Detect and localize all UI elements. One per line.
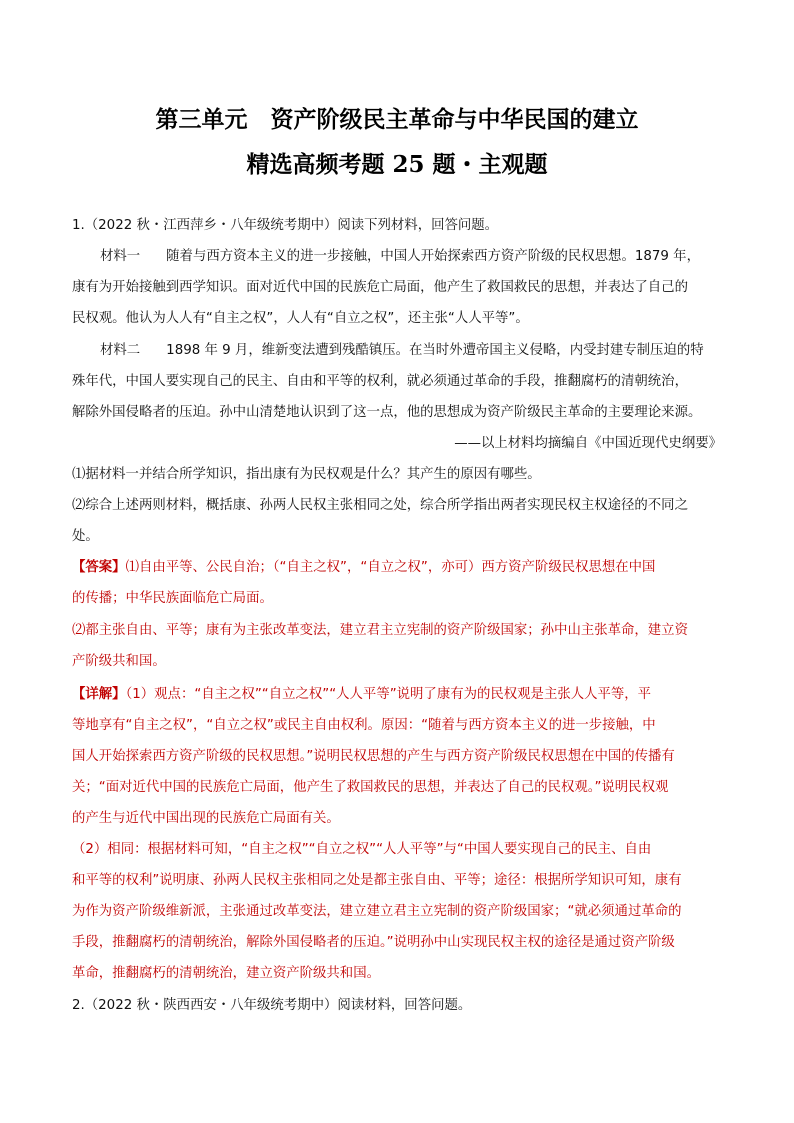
- detail-line-6: （2）相同：根据材料可知，“自主之权”“自立之权”“人人平等”与“中国人要实现自己的民主、自由: [72, 842, 652, 857]
- material-1-text: 随着与西方资本主义的进一步接触，中国人开始探索西方资产阶级的民权思想。1879 年，: [166, 249, 700, 264]
- question-2-header: 2.（2022 秋・陕西西安・八年级统考期中）阅读材料，回答问题。: [72, 998, 472, 1013]
- source-citation: ——以上材料均摘编自《中国近现代史纲要》: [454, 436, 722, 451]
- sub-question-1: ⑴据材料一并结合所学知识，指出康有为民权观是什么？其产生的原因有哪些。: [72, 467, 541, 482]
- detail-line-3: 国人开始探索西方资产阶级的民权思想。”说明民权思想的产生与西方资产阶级民权思想在中国的传播有: [72, 749, 675, 764]
- answer-line-1: [72, 558, 722, 578]
- unit-title: 第三单元 资产阶级民主革命与中华民国的建立: [155, 106, 639, 133]
- material-1-label: 材料一: [100, 249, 141, 264]
- sub-question-2-line-1: ⑵综合上述两则材料，概括康、孙两人民权主张相同之处，综合所学指出两者实现民权主权途径的不同之: [72, 498, 688, 513]
- detail-line-7: 和平等的权利”说明康、孙两人民权主张相同之处是都主张自由、平等；途径：根据所学知识可知，康有: [72, 873, 682, 888]
- material-1-line-2: 康有为开始接触到西学知识。面对近代中国的民族危亡局面，他产生了救国救民的思想，并表达了自己的: [72, 280, 688, 295]
- question-1-header: 1.（2022 秋・江西萍乡・八年级统考期中）阅读下列材料，回答问题。: [72, 218, 499, 233]
- detail-line-10: 革命，推翻腐朽的清朝统治，建立资产阶级共和国。: [72, 966, 380, 981]
- section-subtitle: 精选高频考题 25 题・主观题: [246, 151, 548, 178]
- detail-text: （1）观点：“自主之权”“自立之权”“人人平等”说明了康有为的民权观是主张人人平等，平: [125, 687, 652, 702]
- detail-line-8: 为作为资产阶级维新派，主张通过改革变法，建立建立君主立宪制的资产阶级国家；“就必须通过革命的: [72, 904, 682, 919]
- material-1-line-3: 民权观。他认为人人有“自主之权”，人人有“自立之权”，还主张“人人平等”。: [72, 311, 529, 326]
- detail-line-1: [72, 685, 722, 705]
- detail-tag: 【详解】: [72, 687, 126, 702]
- material-2-line-3: 解除外国侵略者的压迫。孙中山清楚地认识到了这一点，他的思想成为资产阶级民主革命的主要理论来源。: [72, 405, 702, 420]
- material-1-line-1: [100, 247, 722, 267]
- detail-line-9: 手段，推翻腐朽的清朝统治，解除外国侵略者的压迫。”说明孙中山实现民权主权的途径是通过资产阶级: [72, 935, 675, 950]
- detail-line-4: 关；“面对近代中国的民族危亡局面，他产生了救国救民的思想，并表达了自己的民权观。”说明民权观: [72, 780, 669, 795]
- material-2-line-2: 殊年代，中国人要实现自己的民主、自由和平等的权利，就必须通过革命的手段，推翻腐朽的清朝统治，: [72, 374, 688, 389]
- material-2-label: 材料二: [100, 343, 141, 358]
- detail-line-2: 等地享有“自主之权”，“自立之权”或民主自由权利。原因：“随着与西方资本主义的进一步接触，中: [72, 718, 656, 733]
- answer-text: ⑴自由平等、公民自治；（“自主之权”，“自立之权”，亦可）西方资产阶级民权思想在中国: [125, 560, 656, 575]
- answer-line-3: ⑵都主张自由、平等；康有为主张改革变法，建立君主立宪制的资产阶级国家；孙中山主张革命，建立资: [72, 623, 688, 638]
- material-2-line-1: [100, 341, 722, 361]
- material-2-text: 1898 年 9 月，维新变法遭到残酷镇压。在当时外遭帝国主义侵略，内受封建专制压迫的特: [166, 343, 704, 358]
- answer-line-4: 产阶级共和国。: [72, 654, 166, 669]
- answer-line-2: 的传播；中华民族面临危亡局面。: [72, 591, 273, 606]
- sub-question-2-line-2: 处。: [72, 529, 99, 544]
- detail-line-5: 的产生与近代中国出现的民族危亡局面有关。: [72, 811, 340, 826]
- answer-tag: 【答案】: [72, 560, 126, 575]
